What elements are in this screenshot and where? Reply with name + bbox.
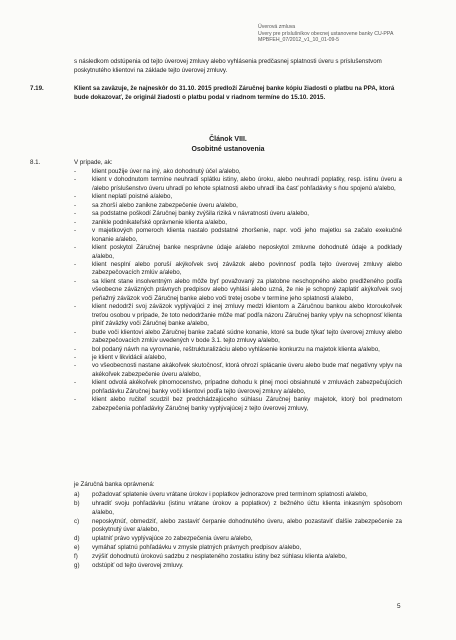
continuation-paragraph: s následkom odstúpenia od tejto úverovej zmluvy alebo vyhlásenia predčasnej splatnosti úveru s príslušenstvom poskytnutého klientovi na základe tejto úverovej zmluvy. bbox=[74, 58, 382, 74]
item-text: uplatniť právo vyplývajúce zo zabezpečenia úveru a/alebo, bbox=[92, 535, 253, 543]
header-note: Úverová zmluva Uvery pre príslušníkov obecnej ustanovene banky CU-PPA MPBFEH_07/2012_v1_10_01-09-5 bbox=[258, 24, 394, 44]
list-item bbox=[74, 553, 402, 561]
list-item: - klient nedodrží svoj záväzok vyplývajúci z inej zmluvy medzi klientom a Záručnou bankou alebo ktoroukoľvek treťou osobou v prípade, že toto nedodržanie môže mať podľa názoru Záručnej banky vplyv na schopnosť klienta plniť záväzky voči Záručnej banke a/alebo, bbox=[74, 303, 402, 328]
list-item: - sa zhorší alebo zanikne zabezpečenie úveru a/alebo, bbox=[74, 202, 402, 210]
list-item: - v majetkových pomeroch klienta nastalo podstatné zhoršenie, napr. voči jeho majetku sa začalo exekučné konanie a/alebo, bbox=[74, 227, 402, 244]
item-text: neposkytnúť, obmedziť, alebo zastaviť čerpanie dohodnutého úveru, alebo pozastaviť ďalšie zabezpečenie za poskytnutý úver a/alebo, bbox=[92, 517, 402, 533]
item-label: g) bbox=[74, 562, 80, 570]
list-item: - zanikle podnikateľské oprávnenie klienta a/alebo, bbox=[74, 219, 402, 227]
condition-list bbox=[74, 168, 402, 413]
list-item: - klient nesplní alebo poruší akýkoľvek svoj záväzok alebo povinnosť podľa tejto úverovej zmluvy alebo zabezpečovacích zmlúv a/alebo, bbox=[74, 261, 402, 278]
clause-text: Klient sa zaväzuje, že najneskôr do 31.10. 2015 predloží Záručnej banke kópiu žiadosti o platbu na PPA, ktorá bude dokazovať, že originál žiadosti o platbu podal v riadnom termíne do 15.10. 2015. bbox=[74, 85, 395, 101]
list-item: - klient odvolá akékoľvek plnomocenstvo, prípadne dohodu k plnej moci obsiahnuté v zmluvách zabezpečujúcich pohľadávku Záručnej banky voči klientovi podľa tejto úverovej zmluvy a/alebo, bbox=[74, 379, 402, 396]
list-item bbox=[74, 544, 402, 552]
item-text: požadovať splatenie úveru vrátane úrokov i poplatkov jednorazove pred termínom splatnosti a/alebo, bbox=[92, 491, 368, 498]
list-item: - sa podstatne poškodí Záručnej banky zvýšila riziká v návratnosti úveru a/alebo, bbox=[74, 210, 402, 218]
bank-rights-list bbox=[74, 491, 402, 571]
item-label: d) bbox=[74, 535, 80, 543]
list-item: - klient v dohodnutom termíne neuhradí splátku istiny, alebo úroku, alebo neuhradí poplatky, resp. istinu úveru a /alebo príslušenstvo úveru uhradí po lehote splatnosti alebo uhradí iba časť pohľadávky s ňou spojenú a/alebo, bbox=[74, 176, 402, 193]
list-item: - je klient v likvidácii a/alebo, bbox=[74, 354, 402, 362]
list-item bbox=[74, 491, 402, 499]
item-text: zvýšiť dohodnutú úrokovú sadzbu z nesplateného zostatku istiny bez súhlasu klienta a/alebo, bbox=[92, 553, 347, 561]
list-item: - sa klient stane insolventným alebo môže byť považovaný za platobne neschopného alebo predlženého podľa všeobecne záväzných právnych predpisov alebo vyhlási alebo uzná, že nie je schopný zaplatiť akýkoľvek svoj peňažný záväzok voči Záručnej banke alebo voči tretej osobe v termíne jeho splatnosti a/alebo, bbox=[74, 278, 402, 303]
list-item: - bol podaný návrh na vyrovnanie, reštrukturalizáciu alebo vyhlásenie konkurzu na majetok klienta a/alebo, bbox=[74, 346, 402, 354]
list-item: - klient použije úver na iný, ako dohodnutý účel a/alebo, bbox=[74, 168, 402, 176]
list-item: - klient neplatí poistné a/alebo, bbox=[74, 193, 402, 201]
item-label: b) bbox=[74, 500, 80, 508]
item-text: vymáhať splatnú pohľadávku v zmysle platných právnych predpisov a/alebo, bbox=[92, 544, 302, 552]
item-label: a) bbox=[74, 491, 80, 498]
item-label: e) bbox=[74, 544, 80, 552]
list-item: - vo všeobecnosti nastane akákoľvek skutočnosť, ktorá ohrozí splácanie úveru alebo bude mať negatívny vplyv na akékoľvek zabezpečenie úveru a/alebo, bbox=[74, 362, 402, 379]
list-item: - klient poskytol Záručnej banke nesprávne údaje a/alebo neposkytol zmluvne dohodnuté údaje a podklady a/alebo, bbox=[74, 244, 402, 261]
item-text: uhradiť svoju pohľadávku (istinu vrátane úrokov a poplatkov) z bežného účtu klienta inkasným spôsobom a/alebo, bbox=[92, 500, 402, 516]
item-text: odstúpiť od tejto úverovej zmluvy. bbox=[92, 562, 184, 570]
list-item bbox=[74, 518, 402, 535]
article-subtitle: Osobitné ustanovenia bbox=[191, 146, 265, 153]
list-item bbox=[74, 562, 402, 570]
item-label: f) bbox=[74, 553, 78, 561]
list-item: - bude voči klientovi alebo Záručnej banke začaté súdne konanie, ktoré sa bude týkať tejto úverovej zmluvy alebo zabezpečovacích zmlúv uvedených v bode 3.1. tejto zmluvy a/alebo, bbox=[74, 329, 402, 346]
list-item: - klient alebo ručiteľ scudzil bez predchádzajúceho súhlasu Záručnej banky majetok, ktorý bol predmetom zabezpečenia pohľadávky Záručnej banky vyplývajúcej z tejto úverovej zmluvy, bbox=[74, 396, 402, 413]
item-label: c) bbox=[74, 517, 80, 525]
list-item bbox=[74, 500, 402, 517]
article-title: Článok VIII. bbox=[209, 136, 247, 143]
section-intro: V prípade, ak: bbox=[74, 159, 113, 166]
page-number: 5 bbox=[397, 603, 401, 610]
clause-number: 7.19. bbox=[30, 85, 44, 92]
list-item bbox=[74, 535, 402, 543]
clause-7-19 bbox=[30, 85, 400, 102]
bank-rights-intro: je Záručná banka oprávnená: bbox=[74, 481, 155, 488]
section-number: 8.1. bbox=[30, 159, 41, 166]
